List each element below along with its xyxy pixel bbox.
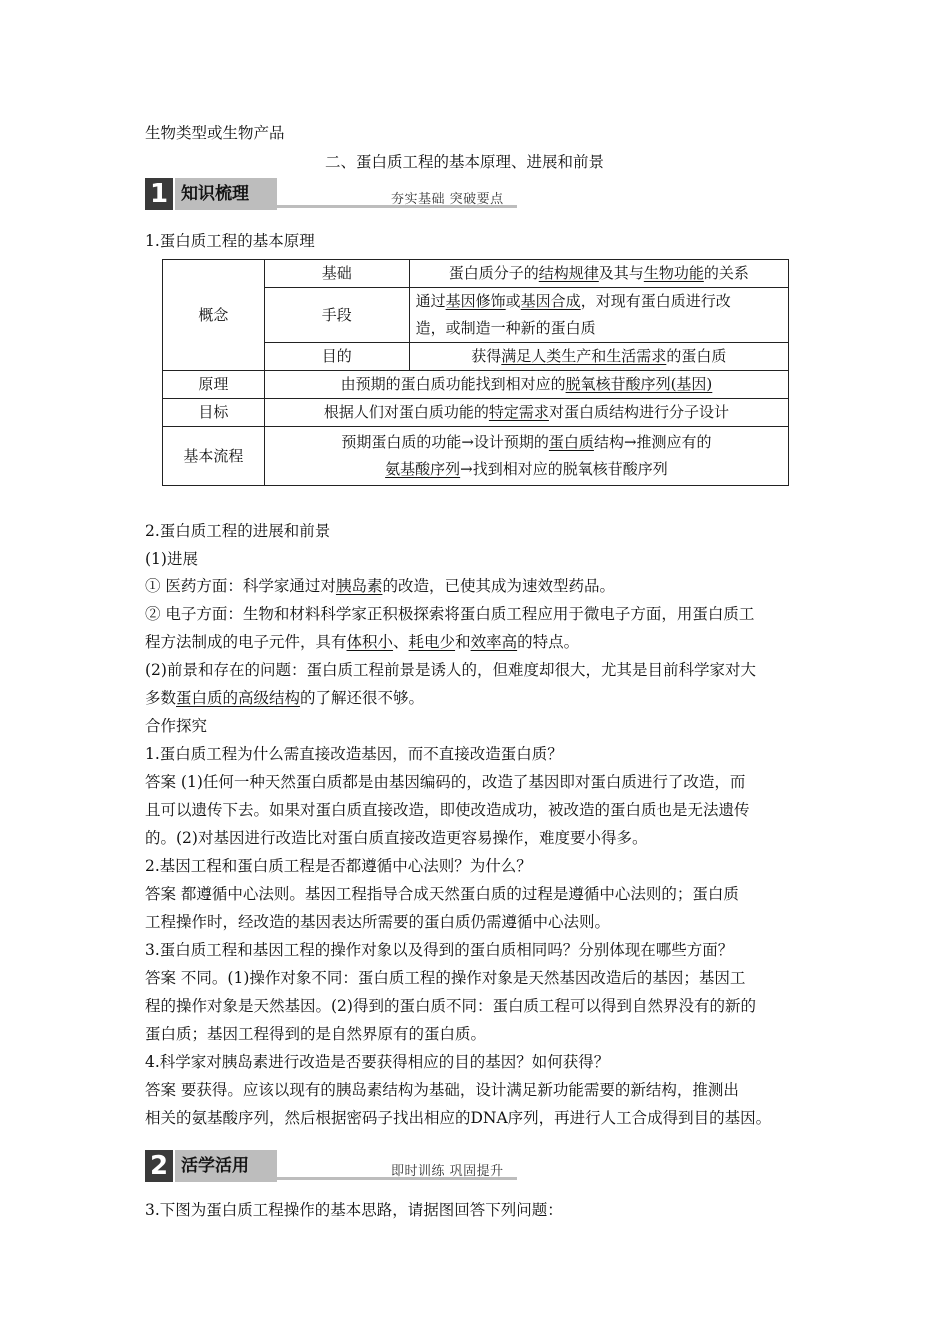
principle-label: 原理 <box>163 371 265 399</box>
prospect-1: (2)前景和存在的问题：蛋白质工程前景是诱人的，但难度却很大，尤其是目前科学家对大 <box>145 661 756 679</box>
table-row <box>163 399 789 427</box>
progress-title: (1)进展 <box>145 550 198 568</box>
table-row <box>163 427 789 486</box>
answer-3-l1: 答案 不同。(1)操作对象不同：蛋白质工程的操作对象是天然基因改造后的基因；基因工 <box>145 969 746 987</box>
banner-subtitle: 夯实基础 突破要点 <box>391 192 504 207</box>
basis-content: 蛋白质分子的结构规律及其与生物功能的关系 <box>409 260 788 288</box>
answer-1-l2: 且可以遗传下去。如果对蛋白质直接改造，即使改造成功，被改造的蛋白质也是无法遗传 <box>145 801 750 819</box>
item2-title: 2.蛋白质工程的进展和前景 <box>145 522 331 540</box>
banner-number: 2 <box>145 1150 173 1182</box>
progress-medicine: ① 医药方面：科学家通过对胰岛素的改造，已使其成为速效型药品。 <box>145 577 615 595</box>
exercise-3: 3.下图为蛋白质工程操作的基本思路，请据图回答下列问题： <box>145 1201 563 1219</box>
question-2: 2.基因工程和蛋白质工程是否都遵循中心法则？为什么？ <box>145 857 532 875</box>
question-3: 3.蛋白质工程和基因工程的操作对象以及得到的蛋白质相同吗？分别体现在哪些方面？ <box>145 941 734 959</box>
principle-content: 由预期的蛋白质功能找到相对应的脱氧核苷酸序列(基因) <box>264 371 788 399</box>
banner-title: 知识梳理 <box>175 178 277 210</box>
goal-label: 目标 <box>163 399 265 427</box>
means-label: 手段 <box>264 288 409 343</box>
banner-number: 1 <box>145 178 173 210</box>
knowledge-banner <box>145 178 525 210</box>
coop-title: 合作探究 <box>145 717 208 735</box>
flow-label: 基本流程 <box>163 427 265 486</box>
answer-2-l2: 工程操作时，经改造的基因表达所需要的蛋白质仍需遵循中心法则。 <box>145 913 611 931</box>
table-row <box>163 260 789 288</box>
banner-title: 活学活用 <box>175 1150 277 1182</box>
prospect-2: 多数蛋白质的高级结构的了解还很不够。 <box>145 689 425 707</box>
answer-1-l1: 答案 (1)任何一种天然蛋白质都是由基因编码的，改造了基因即对蛋白质进行了改造，而 <box>145 773 746 791</box>
answer-3-l3: 蛋白质；基因工程得到的是自然界原有的蛋白质。 <box>145 1025 487 1043</box>
table-row <box>163 371 789 399</box>
banner-subtitle: 即时训练 巩固提升 <box>391 1164 504 1179</box>
item1-title: 1.蛋白质工程的基本原理 <box>145 232 315 250</box>
progress-electronics-2: 程方法制成的电子元件，具有体积小、耗电少和效率高的特点。 <box>145 633 580 651</box>
means-content: 通过基因修饰或基因合成，对现有蛋白质进行改 造，或制造一种新的蛋白质 <box>409 288 788 343</box>
section-heading: 二、蛋白质工程的基本原理、进展和前景 <box>325 153 605 171</box>
answer-3-l2: 程的操作对象是天然基因。(2)得到的蛋白质不同：蛋白质工程可以得到自然界没有的新的 <box>145 997 756 1015</box>
flow-content: 预期蛋白质的功能→设计预期的蛋白质结构→推测应有的 氨基酸序列→找到相对应的脱氧核苷酸序列 <box>264 427 788 486</box>
practice-banner <box>145 1150 525 1182</box>
answer-4-l2: 相关的氨基酸序列，然后根据密码子找出相应的DNA序列，再进行人工合成得到目的基因。 <box>145 1109 772 1127</box>
principle-table <box>162 259 789 486</box>
question-1: 1.蛋白质工程为什么需直接改造基因，而不直接改造蛋白质？ <box>145 745 563 763</box>
goal-content: 根据人们对蛋白质功能的特定需求对蛋白质结构进行分子设计 <box>264 399 788 427</box>
concept-cell: 概念 <box>163 260 265 371</box>
progress-electronics-1: ② 电子方面：生物和材料科学家正积极探索将蛋白质工程应用于微电子方面，用蛋白质工 <box>145 605 755 623</box>
top-line: 生物类型或生物产品 <box>145 124 285 142</box>
basis-label: 基础 <box>264 260 409 288</box>
purpose-label: 目的 <box>264 343 409 371</box>
answer-2-l1: 答案 都遵循中心法则。基因工程指导合成天然蛋白质的过程是遵循中心法则的；蛋白质 <box>145 885 739 903</box>
question-4: 4.科学家对胰岛素进行改造是否要获得相应的目的基因？如何获得？ <box>145 1053 610 1071</box>
answer-1-l3: 的。(2)对基因进行改造比对蛋白质直接改造更容易操作，难度要小得多。 <box>145 829 648 847</box>
purpose-content: 获得满足人类生产和生活需求的蛋白质 <box>409 343 788 371</box>
answer-4-l1: 答案 要获得。应该以现有的胰岛素结构为基础，设计满足新功能需要的新结构，推测出 <box>145 1081 739 1099</box>
